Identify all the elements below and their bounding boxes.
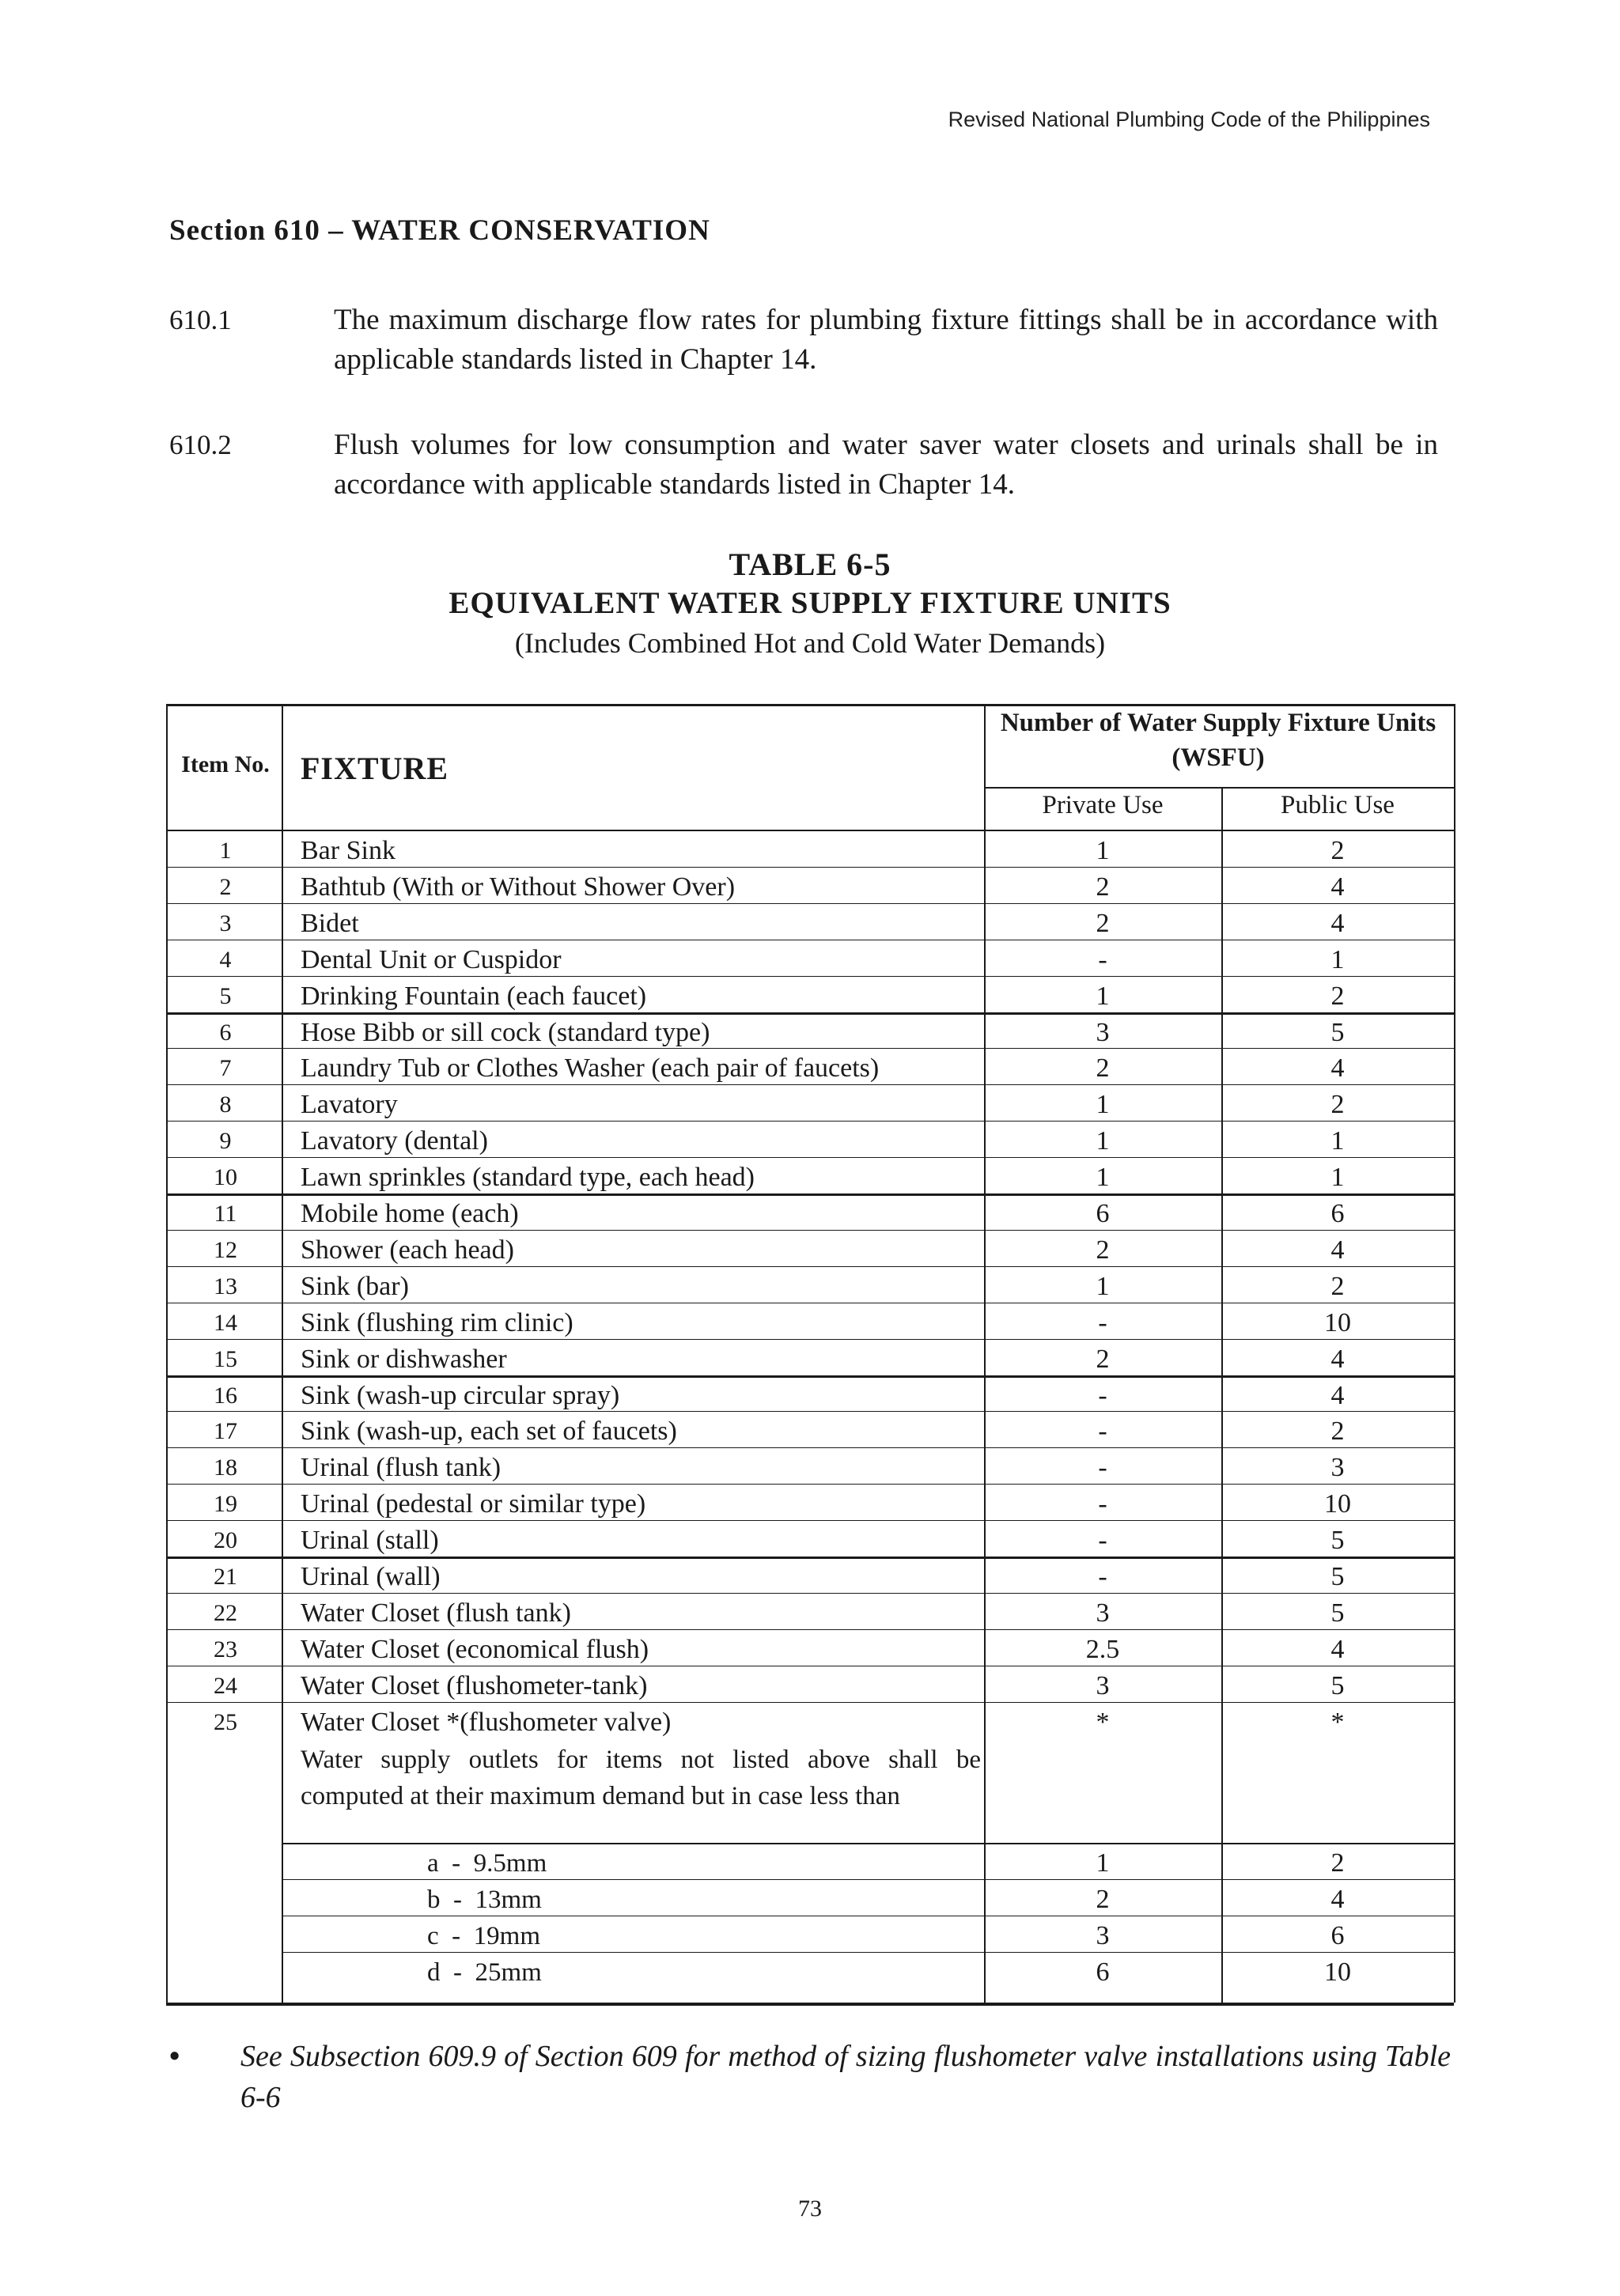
row25-note: Water supply outlets for items not listed above shall be computed at their maximum demand but in case less than — [301, 1746, 981, 1810]
private-use-cell: 1 — [1096, 1126, 1110, 1156]
size-value: 19mm — [473, 1922, 540, 1950]
private-use-cell: - — [1098, 1417, 1107, 1447]
public-use-cell: 4 — [1330, 872, 1345, 902]
private-use-cell: - — [1098, 1380, 1107, 1410]
public-use-cell: 1 — [1330, 944, 1345, 974]
table-subtitle: (Includes Combined Hot and Cold Water Demands) — [514, 627, 1106, 659]
fixture-cell: Bar Sink — [301, 836, 396, 865]
private-use-cell: - — [1098, 1307, 1107, 1337]
private-use-cell: 3 — [1096, 1017, 1110, 1047]
item-no-cell: 22 — [214, 1599, 237, 1626]
public-use-cell: 3 — [1330, 1453, 1345, 1483]
fixture-cell: Sink (wash-up, each set of faucets) — [301, 1417, 677, 1447]
size-public-cell: 4 — [1330, 1885, 1345, 1914]
size-public-cell: 10 — [1324, 1957, 1351, 1987]
item-no-cell: 15 — [214, 1345, 237, 1372]
fixture-cell: Shower (each head) — [301, 1235, 514, 1265]
private-use-cell: 1 — [1096, 1163, 1110, 1193]
item-no-cell: 14 — [214, 1309, 237, 1336]
fixture-cell: Lavatory — [301, 1090, 398, 1120]
size-letter: c — [427, 1922, 439, 1950]
fixture-cell: Sink or dishwasher — [301, 1344, 507, 1374]
size-letter: d — [427, 1958, 441, 1987]
public-use-cell: 4 — [1330, 1344, 1345, 1374]
item-no-cell: 9 — [219, 1128, 232, 1155]
item-no-cell: 1 — [219, 838, 232, 864]
private-use-cell: * — [1096, 1707, 1110, 1737]
header-bottom-border — [166, 830, 1454, 831]
fixture-cell: Sink (flushing rim clinic) — [301, 1307, 573, 1337]
public-use-cell: 4 — [1330, 1634, 1345, 1664]
footnote-text: See Subsection 609.9 of Section 609 for method of sizing flushometer valve installations using Table 6-6 — [240, 2040, 1451, 2114]
fixture-cell: Water Closet (flushometer-tank) — [301, 1670, 648, 1700]
clause-number: 610.2 — [169, 429, 232, 460]
public-use-cell: 4 — [1330, 1235, 1345, 1265]
public-use-cell: 10 — [1324, 1307, 1351, 1337]
public-use-cell: 2 — [1330, 1090, 1345, 1120]
footnote-bullet: • — [169, 2040, 180, 2073]
item-no-cell: 6 — [219, 1019, 232, 1046]
private-use-cell: - — [1098, 1562, 1107, 1591]
item-no-cell: 7 — [219, 1055, 232, 1082]
size-dash: - — [440, 1958, 475, 1987]
size-dash: - — [440, 1886, 475, 1914]
fixture-cell: Hose Bibb or sill cock (standard type) — [301, 1017, 710, 1047]
fixture-cell: Sink (wash-up circular spray) — [301, 1380, 620, 1410]
fixture-cell: Laundry Tub or Clothes Washer (each pair of faucets) — [301, 1053, 880, 1084]
size-private-cell: 2 — [1096, 1885, 1110, 1914]
fixture-cell: Urinal (stall) — [301, 1526, 439, 1556]
item-no-cell: 18 — [214, 1454, 237, 1481]
public-use-cell: 5 — [1330, 1017, 1345, 1047]
public-use-cell: 1 — [1330, 1163, 1345, 1193]
fixture-cell: Bidet — [301, 908, 359, 938]
public-use-cell: 2 — [1330, 1271, 1345, 1301]
size-row-label — [427, 1882, 542, 1917]
group-header-divider — [984, 787, 1454, 789]
section-separator: – — [328, 214, 352, 247]
col-header-item-no: Item No. — [181, 751, 270, 777]
left-border — [166, 704, 168, 2003]
item-no-cell: 12 — [214, 1236, 237, 1263]
running-header: Revised National Plumbing Code of the Philippines — [948, 108, 1430, 131]
fixture-cell: Water Closet *(flushometer valve) — [301, 1707, 672, 1737]
fixture-cell: Mobile home (each) — [301, 1199, 519, 1228]
private-use-cell: - — [1098, 1453, 1107, 1483]
public-use-cell: 2 — [1330, 836, 1345, 865]
private-use-cell: - — [1098, 1489, 1107, 1519]
private-use-cell: 3 — [1096, 1670, 1110, 1700]
public-use-cell: 1 — [1330, 1126, 1345, 1156]
page-number: 73 — [798, 2196, 822, 2222]
table-number: TABLE 6-5 — [729, 547, 891, 582]
size-private-cell: 1 — [1096, 1848, 1110, 1878]
section-number: Section 610 — [169, 214, 320, 247]
item-no-cell: 3 — [219, 910, 232, 936]
size-value: 9.5mm — [473, 1849, 547, 1878]
private-use-cell: - — [1098, 1526, 1107, 1556]
private-use-cell: 6 — [1096, 1199, 1110, 1228]
item-no-cell: 11 — [214, 1201, 237, 1227]
fixture-cell: Dental Unit or Cuspidor — [301, 944, 562, 974]
private-use-cell: 1 — [1096, 981, 1110, 1011]
table-bottom-border — [166, 2003, 1454, 2006]
col-header-wsfu: Number of Water Supply Fixture Units (WSFU) — [1000, 709, 1436, 772]
item-no-cell: 13 — [214, 1273, 237, 1299]
private-use-cell: 1 — [1096, 1090, 1110, 1120]
fixture-cell: Bathtub (With or Without Shower Over) — [301, 872, 736, 902]
item-no-cell: 21 — [214, 1564, 237, 1590]
size-dash: - — [438, 1849, 474, 1878]
table-title: EQUIVALENT WATER SUPPLY FIXTURE UNITS — [449, 586, 1171, 620]
item-column-divider — [282, 704, 283, 2003]
fixture-cell: Urinal (pedestal or similar type) — [301, 1489, 646, 1519]
clause-text: The maximum discharge flow rates for plumbing fixture fittings shall be in accordance with applicable standards listed in Chapter 14. — [334, 304, 1438, 376]
item-no-cell: 20 — [214, 1527, 237, 1554]
size-public-cell: 6 — [1330, 1921, 1345, 1950]
fixture-cell: Lawn sprinkles (standard type, each head) — [301, 1163, 755, 1193]
size-row-label — [427, 1919, 540, 1954]
public-use-cell: 4 — [1330, 1380, 1345, 1410]
section-title: WATER CONSERVATION — [351, 214, 710, 247]
col-header-public: Public Use — [1281, 791, 1395, 819]
fixture-cell: Urinal (wall) — [301, 1562, 441, 1591]
size-public-cell: 2 — [1330, 1848, 1345, 1878]
public-use-cell: 2 — [1330, 981, 1345, 1011]
public-use-cell: 10 — [1324, 1489, 1351, 1519]
public-use-cell: 5 — [1330, 1598, 1345, 1628]
item-no-cell: 5 — [219, 982, 232, 1009]
size-private-cell: 3 — [1096, 1921, 1110, 1950]
right-border — [1454, 704, 1455, 2003]
size-block-top-border — [282, 1843, 1454, 1844]
section-heading — [169, 214, 710, 248]
size-value: 13mm — [475, 1886, 542, 1914]
public-use-cell: 5 — [1330, 1562, 1345, 1591]
size-value: 25mm — [475, 1958, 542, 1987]
col-header-fixture: FIXTURE — [301, 751, 449, 786]
public-use-cell: 2 — [1330, 1417, 1345, 1447]
item-no-cell: 23 — [214, 1636, 237, 1662]
size-letter: a — [427, 1849, 439, 1878]
clause-text: Flush volumes for low consumption and water saver water closets and urinals shall be in accordance with applicable standards listed in Chapter 14. — [334, 429, 1438, 501]
public-use-cell: 4 — [1330, 1053, 1345, 1084]
private-use-cell: 2 — [1096, 1235, 1110, 1265]
item-no-cell: 17 — [214, 1418, 237, 1445]
private-use-cell: 2 — [1096, 872, 1110, 902]
item-no-cell: 25 — [214, 1708, 237, 1735]
fixture-cell: Sink (bar) — [301, 1271, 409, 1301]
clause-number: 610.1 — [169, 304, 232, 335]
fixture-cell: Water Closet (flush tank) — [301, 1598, 571, 1628]
private-use-cell: 1 — [1096, 836, 1110, 865]
size-private-cell: 6 — [1096, 1957, 1110, 1987]
item-no-cell: 16 — [214, 1382, 237, 1409]
fixture-cell: Water Closet (economical flush) — [301, 1634, 649, 1664]
public-use-cell: 4 — [1330, 908, 1345, 938]
size-row-label — [427, 1846, 547, 1881]
fixture-cell: Urinal (flush tank) — [301, 1453, 502, 1483]
size-row-label — [427, 1955, 542, 1990]
private-use-cell: 2 — [1096, 1344, 1110, 1374]
private-use-cell: 2 — [1096, 908, 1110, 938]
size-dash: - — [438, 1922, 474, 1950]
private-use-cell: - — [1098, 944, 1107, 974]
item-no-cell: 19 — [214, 1491, 237, 1518]
fixture-cell: Lavatory (dental) — [301, 1126, 488, 1156]
size-letter: b — [427, 1886, 441, 1914]
public-use-cell: * — [1330, 1707, 1345, 1737]
item-no-cell: 8 — [219, 1091, 232, 1118]
private-use-cell: 3 — [1096, 1598, 1110, 1628]
private-use-cell: 1 — [1096, 1271, 1110, 1301]
item-no-cell: 10 — [214, 1164, 237, 1191]
fixture-cell: Drinking Fountain (each faucet) — [301, 981, 647, 1011]
col-header-private: Private Use — [1042, 791, 1164, 819]
public-use-cell: 5 — [1330, 1526, 1345, 1556]
item-no-cell: 24 — [214, 1672, 237, 1699]
private-use-cell: 2.5 — [1085, 1634, 1120, 1664]
item-no-cell: 2 — [219, 873, 232, 900]
item-no-cell: 4 — [219, 946, 232, 973]
public-use-cell: 5 — [1330, 1670, 1345, 1700]
private-use-cell: 2 — [1096, 1053, 1110, 1084]
public-use-cell: 6 — [1330, 1199, 1345, 1228]
